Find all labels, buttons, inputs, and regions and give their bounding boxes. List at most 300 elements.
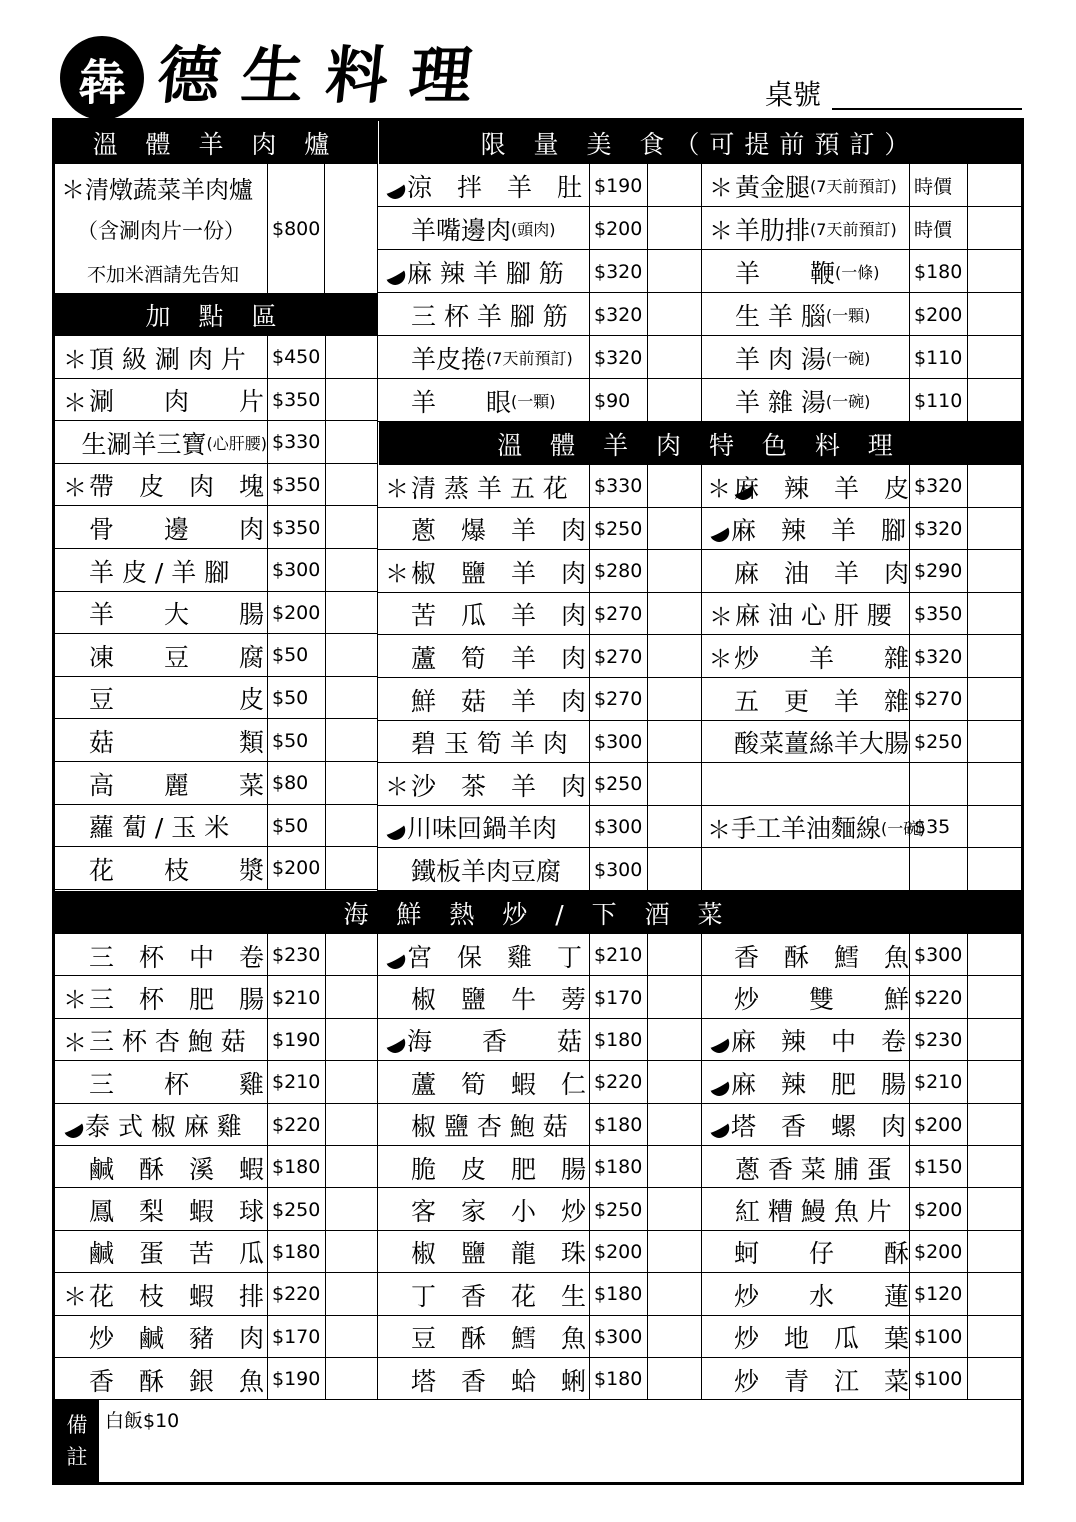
- menu-item-price: 時價: [909, 207, 967, 250]
- menu-item-label: 羊嘴邊肉: [411, 215, 512, 245]
- order-quantity-cell[interactable]: [967, 763, 1021, 806]
- menu-item-name: [377, 207, 589, 250]
- menu-item-name: [377, 1104, 589, 1147]
- menu-item-price: $200: [589, 207, 647, 250]
- menu-item-price: $330: [589, 465, 647, 508]
- menu-item: [55, 805, 377, 848]
- order-quantity-cell[interactable]: [647, 164, 701, 207]
- recommended-star-icon: ＊: [63, 346, 87, 374]
- order-quantity-cell[interactable]: [325, 336, 377, 379]
- menu-item-price: $210: [267, 1061, 325, 1103]
- menu-item: [701, 1316, 1021, 1358]
- menu-item-label: 塔 香 蛤 蜊: [411, 1366, 587, 1396]
- menu-item: [377, 250, 701, 293]
- menu-item-label: 紅 糟 鰻 魚 片: [735, 1196, 892, 1226]
- menu-item: [701, 593, 1021, 636]
- menu-item: [55, 464, 377, 507]
- menu-item-name: [377, 848, 589, 891]
- menu-item-name: [377, 336, 589, 379]
- menu-item-note: (一顆): [511, 392, 556, 411]
- menu-item-name: [701, 806, 926, 849]
- menu-item-label: 三 杯 雞: [89, 1069, 265, 1099]
- menu-item-label: 黃金腿: [735, 172, 811, 202]
- menu-item-label: 羊 眼: [411, 387, 512, 417]
- menu-item: [55, 634, 377, 677]
- menu-item-label: 花 枝 漿: [89, 855, 265, 885]
- order-quantity-cell[interactable]: [967, 1146, 1021, 1188]
- menu-item-price: $320: [589, 293, 647, 336]
- chili-pepper-icon: [383, 262, 407, 282]
- menu-item-name: [701, 593, 909, 636]
- menu-item-price: $200: [909, 1188, 967, 1230]
- order-quantity-cell[interactable]: [967, 465, 1021, 508]
- menu-item: [377, 1316, 701, 1358]
- order-quantity-cell[interactable]: [967, 293, 1021, 336]
- menu-item-price: $220: [589, 1061, 647, 1103]
- order-quantity-cell[interactable]: [325, 1273, 377, 1315]
- order-quantity-cell[interactable]: [325, 464, 377, 507]
- menu-item: [55, 762, 377, 805]
- menu-item: [701, 934, 1021, 976]
- section-lamb-pot: 溫 體 羊 肉 爐: [55, 121, 377, 164]
- menu-item-price: $300: [267, 549, 325, 592]
- order-quantity-cell[interactable]: [325, 634, 377, 677]
- menu-item-label: 涼 拌 羊 肚: [407, 172, 583, 202]
- order-quantity-cell[interactable]: [325, 762, 377, 805]
- order-quantity-cell[interactable]: [647, 207, 701, 250]
- order-quantity-cell[interactable]: [967, 1188, 1021, 1230]
- menu-item-name: [377, 678, 589, 721]
- order-quantity-cell[interactable]: [647, 934, 701, 976]
- menu-item-price: $320: [589, 250, 647, 293]
- menu-item-name: [377, 1273, 589, 1316]
- menu-item-label: 蘆 筍 羊 肉: [411, 643, 587, 673]
- menu-item-label: 骨 邊 肉: [89, 514, 265, 544]
- menu-item-note: (一碗): [825, 392, 871, 411]
- order-quantity-cell[interactable]: [967, 1104, 1021, 1146]
- menu-item-note: (一顆): [825, 306, 871, 325]
- menu-item-price: $35: [909, 806, 967, 849]
- menu-item-price: $350: [267, 379, 325, 422]
- menu-item-price: $170: [267, 1316, 325, 1358]
- menu-item-name: [55, 1188, 267, 1231]
- menu-item-name: [55, 336, 267, 379]
- menu-item-note: (一碗): [825, 349, 871, 368]
- order-quantity-cell[interactable]: [967, 336, 1021, 379]
- menu-item-name: [55, 847, 267, 890]
- menu-item: [701, 1188, 1021, 1230]
- menu-item: [701, 508, 1021, 551]
- menu-item-name: [55, 506, 267, 549]
- menu-item-label: 客 家 小 炒: [411, 1196, 587, 1226]
- order-quantity-cell[interactable]: [967, 1019, 1021, 1061]
- order-quantity-cell[interactable]: [967, 550, 1021, 593]
- menu-item-label: 麻 油 羊 肉: [733, 558, 909, 588]
- menu-item-name: [701, 678, 909, 721]
- menu-item-label: 蘿 蔔 / 玉 米: [89, 813, 230, 843]
- menu-item: [701, 1104, 1021, 1146]
- menu-item-label: 麻 辣 羊 腳: [731, 516, 907, 546]
- menu-item-price: $250: [909, 721, 967, 764]
- order-quantity-cell[interactable]: [325, 379, 377, 422]
- menu-item-price: $180: [267, 1231, 325, 1273]
- chili-pepper-icon: [383, 176, 407, 196]
- order-quantity-cell[interactable]: [647, 1061, 701, 1103]
- order-quantity-cell[interactable]: [647, 550, 701, 593]
- menu-item-label: 酸菜薑絲羊大腸: [733, 729, 909, 759]
- menu-item-name: [377, 465, 589, 508]
- menu-item-price: $100: [909, 1316, 967, 1358]
- menu-item: [377, 1019, 701, 1061]
- menu-item-label: 泰 式 椒 麻 雞: [85, 1112, 242, 1142]
- order-quantity-cell[interactable]: [967, 806, 1021, 849]
- menu-item: [55, 549, 377, 592]
- order-quantity-cell[interactable]: [325, 677, 377, 720]
- order-quantity-cell[interactable]: [967, 593, 1021, 636]
- menu-item: [377, 1358, 701, 1400]
- menu-item-name: [377, 806, 589, 849]
- menu-item-price: $350: [909, 593, 967, 636]
- menu-item: [55, 421, 377, 464]
- menu-item: [377, 1273, 701, 1315]
- menu-item-label: 三 杯 杏 鮑 菇: [89, 1027, 246, 1057]
- menu-item-name: [55, 976, 267, 1019]
- menu-item-price: $50: [267, 719, 325, 762]
- menu-item-note: (一碗): [881, 818, 926, 838]
- order-quantity-cell[interactable]: [647, 635, 701, 678]
- menu-item-name: [701, 1358, 909, 1401]
- menu-item-label: 鹹 蛋 苦 瓜: [89, 1239, 265, 1269]
- menu-item-name: [701, 293, 909, 336]
- order-quantity-cell[interactable]: [967, 934, 1021, 976]
- order-quantity-cell[interactable]: [967, 1231, 1021, 1273]
- notes-text: 白飯$10: [105, 1410, 180, 1432]
- menu-item-price: $250: [267, 1188, 325, 1230]
- menu-item-label: 清 蒸 羊 五 花: [411, 473, 568, 503]
- column-divider: [701, 164, 702, 422]
- recommended-star-icon: ＊: [709, 602, 733, 631]
- column-divider: [701, 934, 702, 1400]
- menu-item-name: [55, 549, 267, 592]
- column-divider: [701, 465, 702, 891]
- menu-item-label: 羊皮捲: [411, 344, 487, 374]
- menu-item-price: $120: [909, 1273, 967, 1315]
- recommended-star-icon: ＊: [63, 388, 87, 417]
- menu-item-label: 塔 香 螺 肉: [731, 1112, 907, 1142]
- menu-item-name: [55, 464, 267, 507]
- menu-item-price: $290: [909, 550, 967, 593]
- shop-name: 德生料理: [154, 39, 498, 112]
- menu-item-price: $180: [589, 1104, 647, 1146]
- menu-item-name: [55, 379, 267, 422]
- menu-item: [701, 250, 1021, 293]
- order-quantity-cell[interactable]: [967, 678, 1021, 721]
- menu-item-price: $300: [589, 848, 647, 891]
- menu-item-price: $250: [589, 508, 647, 551]
- recommended-star-icon: ＊: [707, 475, 731, 503]
- menu-item-label: 椒 鹽 龍 珠: [411, 1239, 587, 1269]
- menu-item-price: $180: [589, 1273, 647, 1315]
- menu-item-price: $270: [589, 593, 647, 636]
- menu-item-label: 宮 保 雞 丁: [407, 942, 583, 972]
- menu-item-name: [377, 1019, 589, 1062]
- menu-item-name: [701, 1061, 909, 1104]
- menu-item: [377, 465, 701, 508]
- menu-item-name: [701, 508, 909, 551]
- menu-item-price: $250: [589, 1188, 647, 1230]
- menu-item: [377, 593, 701, 636]
- chili-pepper-icon: [383, 946, 407, 966]
- order-quantity-cell[interactable]: [647, 593, 701, 636]
- menu-item-price: $270: [589, 635, 647, 678]
- order-quantity-cell[interactable]: [967, 508, 1021, 551]
- lamb-pot-line-2: （含涮肉片一份）: [77, 219, 245, 243]
- order-quantity-cell[interactable]: [967, 1061, 1021, 1103]
- menu-item-price: [909, 763, 967, 806]
- chili-pepper-icon: [383, 817, 407, 837]
- order-quantity-cell[interactable]: [967, 1273, 1021, 1315]
- menu-item-name: [701, 934, 909, 977]
- order-quantity-cell[interactable]: [325, 1358, 377, 1400]
- menu-item-label: 羊 肉 湯: [735, 344, 826, 374]
- order-quantity-cell[interactable]: [647, 1273, 701, 1315]
- section-limited: 限 量 美 食（可提前預訂）: [377, 121, 1021, 164]
- section-addon: 加 點 區: [55, 293, 377, 336]
- menu-item-name: [377, 934, 589, 977]
- menu-item-label: 碧 玉 筍 羊 肉: [411, 729, 568, 759]
- menu-item-note: (7天前預訂): [810, 177, 897, 196]
- menu-item-price: $220: [909, 976, 967, 1018]
- menu-item-label: 豆 皮: [89, 685, 265, 715]
- menu-item: [377, 1061, 701, 1103]
- menu-item-name: [55, 1231, 267, 1274]
- lamb-pot-item: [55, 164, 377, 293]
- menu-header: [0, 0, 1076, 118]
- order-quantity-cell[interactable]: [647, 678, 701, 721]
- recommended-star-icon: ＊: [63, 1028, 87, 1057]
- order-quantity-cell[interactable]: [325, 506, 377, 549]
- menu-item-price: $320: [909, 465, 967, 508]
- menu-item: [701, 1358, 1021, 1400]
- menu-item-label: 蔥 爆 羊 肉: [411, 516, 587, 546]
- order-quantity-cell[interactable]: [647, 1019, 701, 1061]
- recommended-star-icon: ＊: [63, 473, 87, 502]
- order-quantity-cell[interactable]: [647, 508, 701, 551]
- order-quantity-cell[interactable]: [967, 207, 1021, 250]
- menu-item-name: [55, 762, 267, 805]
- menu-item-label: 手工羊油麵線: [731, 814, 882, 844]
- menu-item: [701, 806, 1021, 849]
- order-quantity-cell[interactable]: [647, 763, 701, 806]
- recommended-star-icon: ＊: [708, 645, 733, 674]
- order-quantity-cell[interactable]: [647, 293, 701, 336]
- menu-item-price: $300: [589, 721, 647, 764]
- order-quantity-cell[interactable]: [325, 1019, 377, 1061]
- menu-item-name: [377, 250, 589, 293]
- menu-item-name: [701, 336, 909, 379]
- order-quantity-cell[interactable]: [647, 721, 701, 764]
- menu-item: [55, 1188, 377, 1230]
- order-quantity-cell[interactable]: [647, 336, 701, 379]
- menu-item-name: [701, 550, 909, 593]
- order-quantity-cell[interactable]: [647, 1188, 701, 1230]
- order-quantity-cell[interactable]: [967, 379, 1021, 422]
- order-quantity-cell[interactable]: [325, 847, 377, 890]
- section-special: 溫 體 羊 肉 特 色 料 理: [377, 422, 1021, 465]
- order-quantity-cell[interactable]: [967, 1316, 1021, 1358]
- recommended-star-icon: ＊: [707, 815, 731, 844]
- menu-item-label: 三 杯 中 卷: [89, 942, 265, 972]
- column-divider: [377, 121, 378, 1400]
- menu-item-price: $350: [267, 506, 325, 549]
- menu-item-price: $200: [909, 293, 967, 336]
- order-quantity-cell[interactable]: [647, 1231, 701, 1273]
- menu-item-label: 三 杯 羊 腳 筋: [411, 301, 568, 331]
- menu-item-label: 羊 雜 湯: [735, 387, 826, 417]
- menu-item-label: 凍 豆 腐: [89, 642, 265, 672]
- order-quantity-cell[interactable]: [647, 806, 701, 849]
- menu-item-name: [55, 1061, 267, 1104]
- order-quantity-cell[interactable]: [647, 976, 701, 1018]
- menu-item-label: 麻 辣 中 卷: [731, 1027, 907, 1057]
- menu-item-price: $200: [267, 592, 325, 635]
- menu-item-name: [55, 1273, 267, 1316]
- menu-item-label: 生 羊 腦: [735, 301, 826, 331]
- menu-item-name: [377, 635, 589, 678]
- order-quantity-cell[interactable]: [967, 848, 1021, 891]
- menu-item-price: [909, 848, 967, 891]
- menu-item-name: [55, 1104, 267, 1147]
- order-quantity-cell[interactable]: [647, 1104, 701, 1146]
- order-quantity-cell[interactable]: [325, 592, 377, 635]
- order-quantity-cell[interactable]: [325, 1316, 377, 1358]
- menu-item-price: $200: [267, 847, 325, 890]
- order-quantity-cell[interactable]: [325, 805, 377, 848]
- menu-item-name: [377, 1231, 589, 1274]
- menu-item-note: (7天前預訂): [810, 220, 897, 239]
- menu-item: [377, 508, 701, 551]
- menu-item: [55, 1273, 377, 1315]
- chili-pepper-icon: [383, 1030, 407, 1050]
- menu-item-label: 蘆 筍 蝦 仁: [411, 1069, 587, 1099]
- menu-item-price: $220: [267, 1273, 325, 1315]
- menu-item-price: $50: [267, 805, 325, 848]
- menu-item-label: 蚵 仔 酥: [733, 1239, 909, 1269]
- order-quantity-cell[interactable]: [647, 379, 701, 422]
- order-quantity-cell[interactable]: [325, 421, 377, 464]
- menu-item-price: $300: [589, 1316, 647, 1358]
- order-quantity-cell[interactable]: [647, 848, 701, 891]
- order-quantity-cell[interactable]: [325, 1231, 377, 1273]
- menu-item-price: $300: [589, 806, 647, 849]
- table-number-blank[interactable]: [832, 108, 1022, 110]
- order-quantity-cell[interactable]: [967, 1358, 1021, 1400]
- menu-item-price: $180: [589, 1146, 647, 1188]
- menu-item-label: 炒 地 瓜 葉: [733, 1324, 909, 1354]
- menu-item-label: 鹹 酥 溪 蝦: [89, 1154, 265, 1184]
- menu-item-name: [377, 593, 589, 636]
- menu-item: [377, 1146, 701, 1188]
- menu-item-label: 苦 瓜 羊 肉: [411, 601, 587, 631]
- order-quantity-cell[interactable]: [647, 250, 701, 293]
- order-quantity-cell[interactable]: [967, 976, 1021, 1018]
- menu-item-price: $100: [909, 1358, 967, 1400]
- menu-item: [701, 1273, 1021, 1315]
- menu-item-price: $50: [267, 677, 325, 720]
- menu-item: [55, 379, 377, 422]
- menu-item-price: $280: [589, 550, 647, 593]
- notes-label-2: 註: [66, 1445, 88, 1469]
- menu-item-price: $350: [267, 464, 325, 507]
- order-quantity-cell[interactable]: [967, 635, 1021, 678]
- menu-item-price: $320: [589, 336, 647, 379]
- section-seafood: 海 鮮 熱 炒 / 下 酒 菜: [55, 891, 1021, 934]
- order-quantity-cell[interactable]: [647, 1316, 701, 1358]
- order-quantity-cell[interactable]: [967, 721, 1021, 764]
- menu-item-label: 菇 類: [89, 727, 265, 757]
- order-quantity-cell[interactable]: [647, 1358, 701, 1400]
- menu-item-name: [701, 207, 909, 250]
- menu-item: [701, 1231, 1021, 1273]
- menu-item-price: $320: [909, 508, 967, 551]
- menu-item-name: [701, 250, 909, 293]
- menu-item: [701, 763, 1021, 806]
- menu-item-price: $250: [589, 763, 647, 806]
- menu-item-name: [377, 1188, 589, 1231]
- order-quantity-cell[interactable]: [325, 719, 377, 762]
- menu-item-name: [377, 976, 589, 1019]
- order-quantity-cell[interactable]: [325, 976, 377, 1018]
- menu-item-name: [55, 421, 267, 464]
- order-quantity-cell[interactable]: [967, 250, 1021, 293]
- order-quantity-cell[interactable]: [325, 1188, 377, 1230]
- menu-item-price: $330: [267, 421, 325, 464]
- menu-item-label: 椒 鹽 杏 鮑 菇: [411, 1112, 568, 1142]
- order-quantity-cell[interactable]: [647, 1146, 701, 1188]
- menu-item: [377, 934, 701, 976]
- menu-item-name: [701, 1019, 909, 1062]
- order-quantity-cell[interactable]: [325, 1104, 377, 1146]
- menu-item-name: [377, 550, 589, 593]
- order-quantity-cell[interactable]: [967, 164, 1021, 207]
- menu-item-name: [377, 164, 589, 207]
- order-quantity-cell[interactable]: [325, 1061, 377, 1103]
- menu-item: [55, 1019, 377, 1061]
- menu-item: [55, 1358, 377, 1400]
- order-quantity-cell[interactable]: [325, 1146, 377, 1188]
- recommended-star-icon: ＊: [709, 217, 733, 245]
- order-quantity-cell[interactable]: [647, 465, 701, 508]
- recommended-star-icon: ＊: [709, 174, 733, 202]
- menu-item: [55, 677, 377, 720]
- menu-item-label: 鮮 菇 羊 肉: [411, 686, 587, 716]
- menu-item-label: 羊 大 腸: [89, 600, 265, 630]
- menu-item-price: $190: [267, 1019, 325, 1061]
- menu-item-price: $150: [909, 1146, 967, 1188]
- menu-item: [377, 164, 701, 207]
- order-quantity-cell[interactable]: [325, 549, 377, 592]
- menu-item: [55, 847, 377, 890]
- menu-item: [377, 336, 701, 379]
- menu-item: [377, 763, 701, 806]
- menu-item-name: [377, 1146, 589, 1189]
- menu-item-price: $220: [267, 1104, 325, 1146]
- order-quantity-cell[interactable]: [325, 934, 377, 976]
- menu-item-price: $50: [267, 634, 325, 677]
- menu-item-price: $270: [589, 678, 647, 721]
- menu-item-label: 麻 辣 羊 皮: [733, 473, 909, 503]
- menu-item: [701, 1019, 1021, 1061]
